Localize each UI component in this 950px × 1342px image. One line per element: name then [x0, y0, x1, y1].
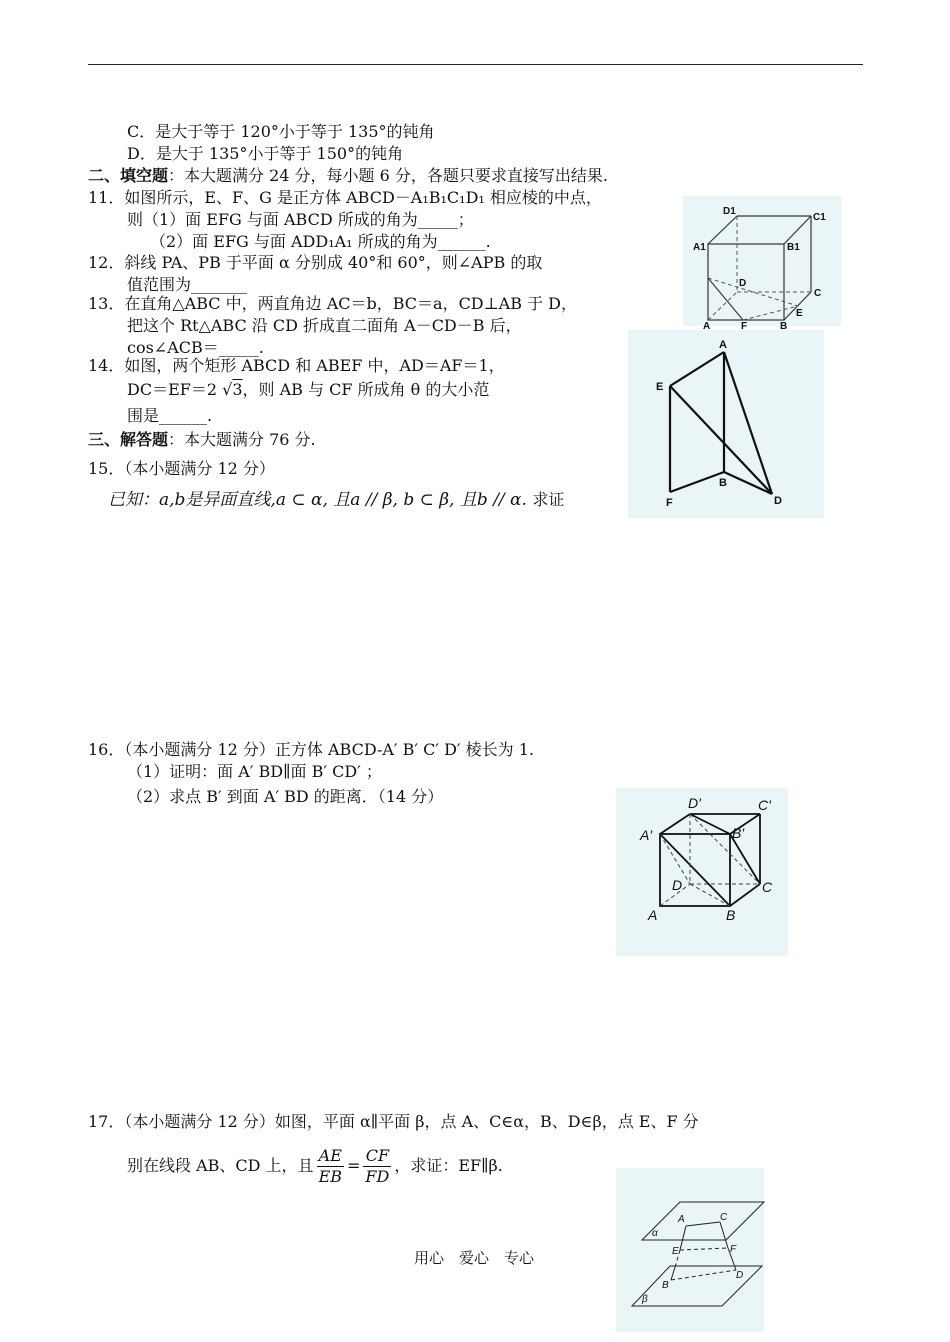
fig14-label-a: A: [719, 339, 727, 351]
fraction-ae: AE: [317, 1146, 344, 1167]
fig14-label-b: B: [719, 477, 727, 489]
fig16-label-c: C: [762, 879, 773, 895]
section2: [88, 166, 608, 186]
option-d: D．是大于 135°小于等于 150°的钝角: [127, 144, 404, 163]
equals-sign: =: [347, 1156, 361, 1175]
sqrt-symbol: √3: [222, 380, 243, 399]
q13-line1: 13．在直角△ABC 中，两直角边 AC＝b，BC＝a，CD⊥AB 于 D，: [88, 294, 577, 313]
q13-line2: 把这个 Rt△ABC 沿 CD 折成直二面角 A－CD－B 后，: [127, 316, 522, 335]
q14-line2: [127, 380, 489, 400]
fig16-label-a: A: [648, 907, 658, 923]
fig11-label-a: A: [703, 321, 711, 332]
q14-line1: 14．如图，两个矩形 ABCD 和 ABEF 中，AD＝AF＝1，: [88, 356, 505, 375]
fig11-label-d: D: [739, 278, 747, 289]
fig16-label-c-prime: C': [758, 797, 771, 813]
q16-line1: 16．（本小题满分 12 分）正方体 ABCD-A′ B′ C′ D′ 棱长为 1.: [88, 740, 534, 759]
figure-cube-16: [616, 788, 788, 956]
q11-line2: 则（1）面 EFG 与面 ABCD 所成的角为_____；: [127, 210, 474, 229]
q11-line1: 11．如图所示，E、F、G 是正方体 ABCD－A₁B₁C₁D₁ 相应棱的中点，: [88, 188, 602, 207]
q15-tail: 求证: [532, 490, 565, 509]
q13-line3: cos∠ACB＝_____.: [127, 338, 264, 357]
figure-cube-11: [683, 196, 841, 332]
fig11-label-d1: D1: [723, 206, 736, 217]
section3-heading: 三、解答题: [88, 430, 169, 449]
q15-text: [108, 490, 564, 510]
fig11-label-b1: B1: [787, 242, 800, 253]
q16-line3: （2）求点 B′ 到面 A′ BD 的距离．（14 分）: [127, 787, 444, 806]
fraction-eb: EB: [318, 1167, 342, 1186]
fig16-label-d: D: [672, 877, 683, 893]
fraction-cf: CF: [363, 1146, 391, 1167]
section2-heading: 二、填空题: [88, 166, 169, 185]
fig16-label-a-prime: A': [640, 827, 653, 843]
fig11-label-c1: C1: [813, 212, 826, 223]
fig14-label-e: E: [656, 381, 664, 393]
q14-line2-b: ，则 AB 与 CF 所成角 θ 的大小范: [242, 380, 490, 399]
q14-line3: 围是______.: [127, 406, 213, 425]
q12-line1: 12．斜线 PA、PB 于平面 α 分别成 40°和 60°，则∠APB 的取: [88, 253, 543, 272]
section3-desc: ：本大题满分 76 分.: [168, 430, 316, 449]
fig17-label-alpha: α: [652, 1228, 658, 1239]
fig17-label-b: B: [662, 1280, 669, 1291]
fig11-label-f: F: [741, 321, 748, 332]
fig16-label-b-prime: B': [732, 825, 745, 841]
section3: [88, 430, 316, 450]
fraction-fd: FD: [365, 1167, 390, 1186]
section2-desc: ：本大题满分 24 分，每小题 6 分，各题只要求直接写出结果.: [168, 166, 608, 185]
q17-line2: [127, 1143, 503, 1189]
q15-statement: 已知：a,b是异面直线,a ⊂ α, 且a // β, b ⊂ β, 且b // α.: [108, 490, 527, 510]
fig17-label-d: D: [736, 1270, 744, 1281]
fraction-cf-fd: [363, 1146, 391, 1187]
sqrt-value: 3: [232, 380, 243, 399]
figure-rectangles-14: [628, 330, 824, 518]
q17-line2-a: 别在线段 AB、CD 上，且: [127, 1156, 314, 1175]
q15-title: 15．（本小题满分 12 分）: [88, 459, 275, 478]
fig16-label-b: B: [726, 907, 736, 923]
fig11-label-b: B: [780, 321, 788, 332]
q17-line2-b: ，求证：EF∥β.: [394, 1156, 503, 1175]
page-footer: 用心 爱心 专心: [414, 1249, 535, 1267]
fig17-label-a: A: [678, 1214, 685, 1225]
fig17-label-c: C: [720, 1212, 728, 1223]
q11-line3: （2）面 EFG 与面 ADD₁A₁ 所成的角为______.: [150, 232, 491, 251]
fraction-ae-eb: [317, 1146, 344, 1187]
fig11-label-c: C: [814, 288, 822, 299]
fig11-label-e: E: [796, 308, 803, 319]
option-c: C．是大于等于 120°小于等于 135°的钝角: [127, 122, 435, 141]
q16-line2: （1）证明：面 A′ BD∥面 B′ CD′ ；: [127, 762, 382, 781]
q17-line1: 17．（本小题满分 12 分）如图，平面 α∥平面 β，点 A、C∈α，B、D∈β，点 E、F 分: [88, 1112, 699, 1131]
fig17-label-beta: β: [642, 1294, 648, 1305]
fig14-label-f: F: [666, 497, 673, 509]
fig17-label-f: F: [730, 1244, 737, 1255]
fig11-label-a1: A1: [693, 242, 706, 253]
fig17-label-e: E: [672, 1246, 679, 1257]
header-rule: [88, 64, 863, 65]
fig14-label-d: D: [774, 495, 782, 507]
figure-planes-17: [616, 1168, 764, 1332]
q12-line2: 值范围为_______: [127, 275, 248, 294]
fig16-label-d-prime: D': [688, 795, 701, 811]
q14-line2-a: DC＝EF＝2: [127, 380, 218, 399]
